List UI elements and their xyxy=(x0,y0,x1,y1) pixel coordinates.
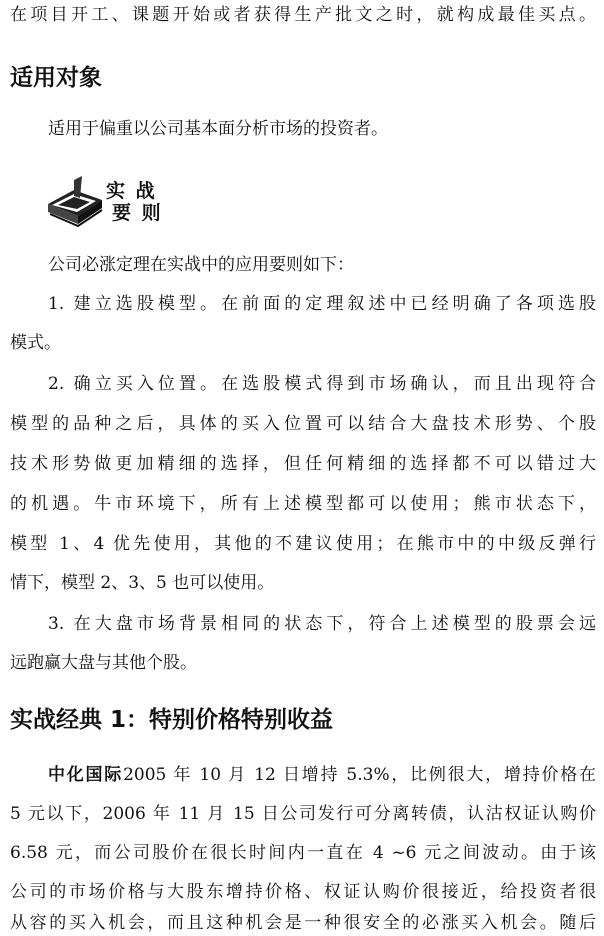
rule-2-line: 情下，模型 2、3、5 也可以使用。 xyxy=(10,573,275,593)
rule-2-line: 2. 确立买入位置。在选股模式得到市场确认，而且出现符合 xyxy=(48,374,596,394)
rule-2-line: 模型 1、4 优先使用，其他的不建议使用；在熊市中的中级反弹行 xyxy=(10,534,596,554)
case-paragraph-line xyxy=(48,764,596,786)
scope-text: 适用于偏重以公司基本面分析市场的投资者。 xyxy=(48,119,388,139)
case-paragraph-line: 从容的买入机会，而且这种机会是一种很安全的必涨买入机会。随后 xyxy=(10,913,596,933)
badge-line-2: 要 则 xyxy=(112,202,163,224)
rule-2-line: 的机遇。牛市环境下，所有上述模型都可以使用；熊市状态下， xyxy=(10,494,596,514)
badge-title xyxy=(106,180,163,224)
case-line-rest: 2005 年 10 月 12 日增持 5.3%，比例很大，增持价格在 xyxy=(123,765,597,785)
case-paragraph-line: 5 元以下，2006 年 11 月 15 日公司发行可分离转债，认沽权证认购价 xyxy=(10,804,596,824)
rule-2-line: 模型的品种之后，具体的买入位置可以结合大盘技术形势、个股 xyxy=(10,414,596,434)
paragraph-line: 在项目开工、课题开始或者获得生产批文之时，就构成最佳买点。 xyxy=(10,5,596,25)
badge-line-1: 实 战 xyxy=(106,180,157,202)
rule-2-line: 技术形势做更加精细的选择，但任何精细的选择都不可以错过大 xyxy=(10,454,596,474)
book-icon xyxy=(44,174,108,234)
rule-3-line: 3. 在大盘市场背景相同的状态下，符合上述模型的股票会远 xyxy=(48,614,596,634)
company-name: 中化国际 xyxy=(48,765,124,785)
practice-rules-badge xyxy=(44,174,164,234)
case-paragraph-line: 公司的市场价格与大股东增持价格、权证认购价很接近，给投资者很 xyxy=(10,882,596,902)
rule-3-line: 远跑赢大盘与其他个股。 xyxy=(10,653,197,673)
section-heading-case: 实战经典 1：特别价格特别收益 xyxy=(10,707,334,733)
case-paragraph-line: 6.58 元，而公司股价在很长时间内一直在 4 ~6 元之间波动。由于该 xyxy=(10,843,596,863)
section-heading-scope: 适用对象 xyxy=(10,65,102,91)
rule-1-line: 1. 建立选股模型。在前面的定理叙述中已经明确了各项选股 xyxy=(48,294,596,314)
rules-intro: 公司必涨定理在实战中的应用要则如下： xyxy=(48,255,354,275)
rule-1-line: 模式。 xyxy=(10,333,61,353)
